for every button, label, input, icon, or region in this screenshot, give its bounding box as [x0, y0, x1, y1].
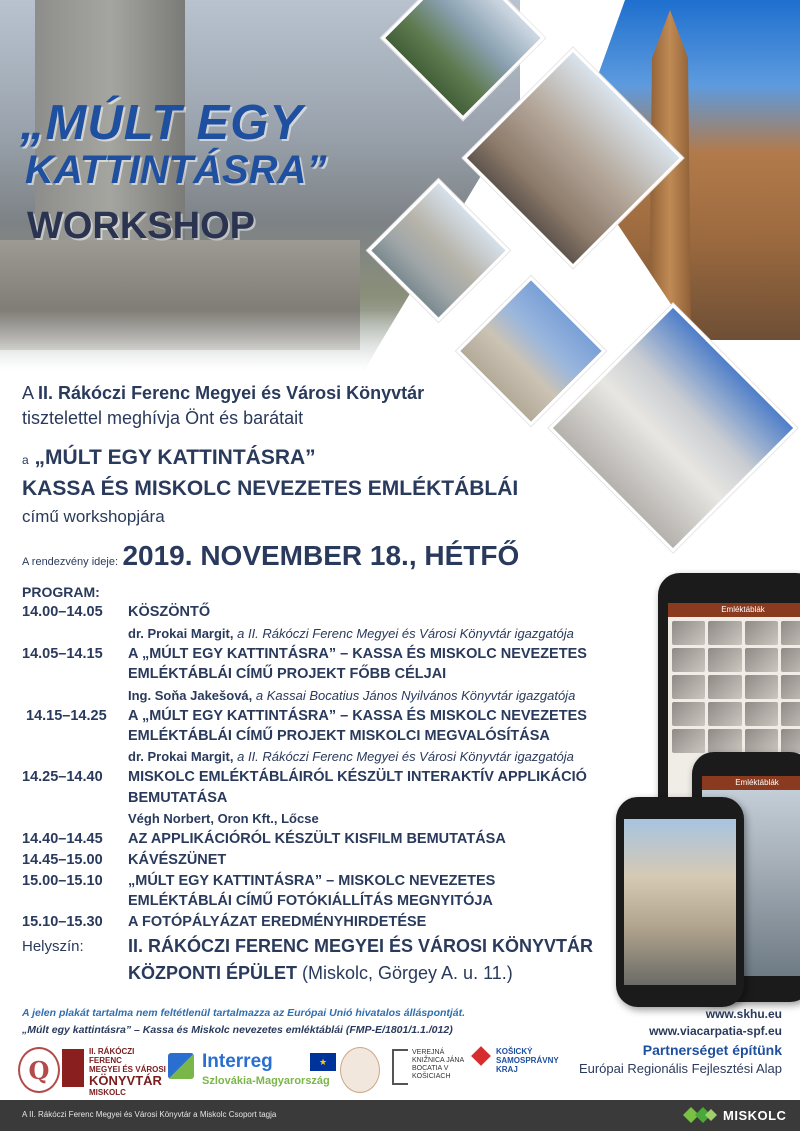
venue-address: KÖZPONTI ÉPÜLET (Miskolc, Görgey A. u. 11.): [128, 963, 513, 983]
kniznica-icon: [392, 1049, 408, 1085]
program-speaker: dr. Prokai Margit, a II. Rákóczi Ferenc Megyei és Városi Könyvtár igazgatója: [128, 749, 574, 764]
phone-mockup-front: [616, 797, 744, 1007]
invitation-line2: tisztelettel meghívja Önt és barátait: [22, 408, 304, 428]
program-title: PROGRAM:: [22, 584, 100, 600]
program-time: 14.05–14.15: [22, 646, 103, 662]
hero-photo-collage: [0, 0, 800, 560]
program-item-cont: BEMUTATÁSA: [128, 790, 228, 806]
partnership-slogan: Partnerséget építünk: [642, 1042, 782, 1058]
event-date: [22, 540, 519, 572]
hero-title-workshop: WORKSHOP: [27, 205, 255, 247]
program-item: AZ APPLIKÁCIÓRÓL KÉSZÜLT KISFILM BEMUTATÁSA: [128, 831, 506, 847]
program-item: A FOTÓPÁLYÁZAT EREDMÉNYHIRDETÉSE: [128, 914, 427, 930]
library-logo-icon: [62, 1049, 84, 1087]
eu-flag-icon: ★: [310, 1053, 336, 1071]
venue-name: II. RÁKÓCZI FERENC MEGYEI ÉS VÁROSI KÖNYVTÁR: [128, 936, 594, 956]
kosice-icon: [471, 1046, 491, 1066]
fund-name: Európai Regionális Fejlesztési Alap: [578, 1061, 782, 1076]
plaque-grid: [668, 617, 800, 757]
program-item: KÖSZÖNTŐ: [128, 604, 211, 620]
kosice-region-logo: KOŠICKÝ SAMOSPRÁVNY KRAJ: [474, 1047, 546, 1091]
group-membership-text: A II. Rákóczi Ferenc Megyei és Városi Könyvtár a Miskolc Csoport tagja: [22, 1110, 277, 1119]
library-logo: II. RÁKÓCZI FERENC MEGYEI ÉS VÁROSI KÖNYVTÁR MISKOLC: [62, 1047, 162, 1091]
venue-label: Helyszín:: [22, 938, 84, 955]
phone-screen: Emléktáblák: [702, 776, 800, 976]
program-item: „MÚLT EGY KATTINTÁSRA” – MISKOLC NEVEZETES: [128, 873, 496, 889]
library-name: II. Rákóczi Ferenc Megyei és Városi Könyvtár: [38, 383, 425, 403]
hero-title-line2: KATTINTÁSRA”: [25, 148, 327, 192]
phone-screen: [624, 819, 736, 985]
event-subtitle: KASSA ÉS MISKOLC NEVEZETES EMLÉKTÁBLÁI: [22, 477, 519, 500]
program-time: 15.10–15.30: [22, 914, 103, 930]
website-link-skhu[interactable]: www.skhu.eu: [705, 1007, 782, 1021]
event-title: a „MÚLT EGY KATTINTÁSRA”: [22, 446, 316, 469]
program-time: 14.00–14.05: [22, 604, 103, 620]
interreg-logo: Interreg Szlovákia-Magyarország ★: [168, 1047, 338, 1091]
program-speaker: Végh Norbert, Oron Kft., Lőcse: [128, 811, 319, 826]
program-time: 14.25–14.40: [22, 769, 103, 785]
project-reference: „Múlt egy kattintásra” – Kassa és Miskolc nevezetes emléktáblái (FMP-E/1801/1.1./012): [22, 1024, 453, 1036]
hero-title-line1: „MÚLT EGY: [20, 96, 304, 150]
date-value: 2019. NOVEMBER 18., HÉTFŐ: [122, 540, 520, 571]
date-label: A rendezvény ideje:: [22, 556, 119, 568]
program-item-cont: EMLÉKTÁBLÁI CÍMŰ PROJEKT FŐBB CÉLJAI: [128, 666, 447, 682]
program-speaker: Ing. Soňa Jakešová, a Kassai Bocatius János Nyilvános Könyvtár igazgatója: [128, 688, 576, 703]
seal-logo: Q: [18, 1047, 60, 1093]
program-item: KÁVÉSZÜNET: [128, 852, 227, 868]
app-header: Emléktáblák: [668, 603, 800, 617]
invitation-line1: A II. Rákóczi Ferenc Megyei és Városi Könyvtár: [22, 383, 425, 403]
program-time: 14.15–14.25: [26, 708, 107, 724]
miskolc-logo-text: MISKOLC: [723, 1108, 787, 1123]
website-link-viacarpatia[interactable]: www.viacarpatia-spf.eu: [649, 1024, 782, 1038]
program-item: A „MÚLT EGY KATTINTÁSRA” – KASSA ÉS MISKOLC NEVEZETES: [128, 708, 587, 724]
program-time: 15.00–15.10: [22, 873, 103, 889]
program-item-cont: EMLÉKTÁBLÁI CÍMŰ FOTÓKIÁLLÍTÁS MEGNYITÓJA: [128, 893, 493, 909]
program-item-cont: EMLÉKTÁBLÁI CÍMŰ PROJEKT MISKOLCI MEGVALÓSÍTÁSA: [128, 728, 550, 744]
program-item: A „MÚLT EGY KATTINTÁSRA” – KASSA ÉS MISKOLC NEVEZETES: [128, 646, 587, 662]
region-map-logo: [340, 1047, 380, 1093]
miskolc-logo-icon: [683, 1106, 717, 1124]
invitation-line5: című workshopjára: [22, 507, 165, 526]
interreg-icon: [168, 1053, 194, 1079]
program-time: 14.40–14.45: [22, 831, 103, 847]
program-speaker: dr. Prokai Margit, a II. Rákóczi Ferenc Megyei és Városi Könyvtár igazgatója: [128, 626, 574, 641]
program-time: 14.45–15.00: [22, 852, 103, 868]
program-item: MISKOLC EMLÉKTÁBLÁIRÓL KÉSZÜLT INTERAKTÍV APPLIKÁCIÓ: [128, 769, 587, 785]
kniznica-logo: VEREJNÁ KNIŽNICA JÁNA BOCATIA V KOŠICIACH: [392, 1047, 466, 1091]
eu-disclaimer: A jelen plakát tartalma nem feltétlenül tartalmazza az Európai Unió hivatalos álláspontját.: [22, 1007, 466, 1019]
